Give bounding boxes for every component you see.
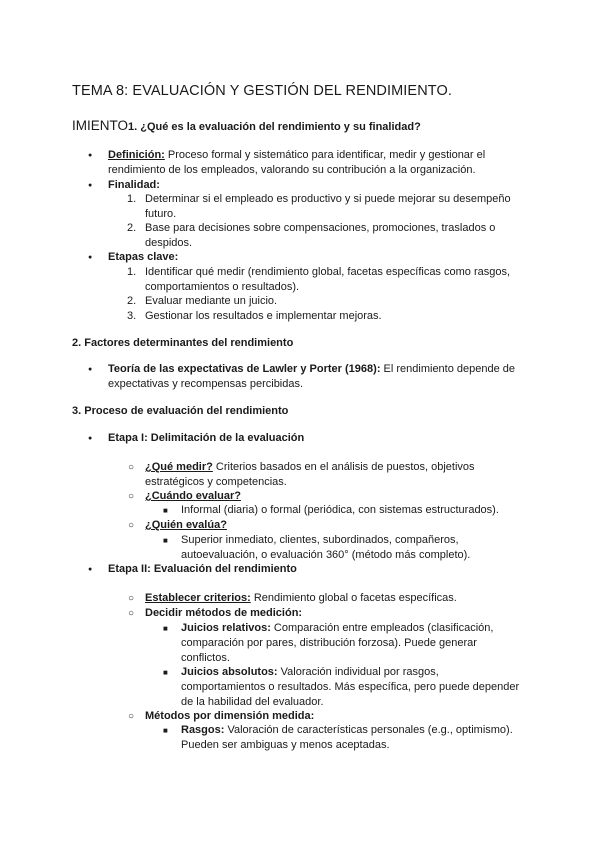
heading-fragment: IMIENTO <box>72 118 129 133</box>
finalidad-item-1 <box>127 192 545 222</box>
rasgos-text-1: Valoración de características personales (e.g., optimismo). <box>224 724 513 736</box>
list-number: 3. <box>127 310 137 322</box>
que-medir-item <box>145 460 545 490</box>
absolutos-item <box>181 665 541 710</box>
absolutos-label: Juicios absolutos: <box>181 666 278 678</box>
relativos-label: Juicios relativos: <box>181 622 271 634</box>
relativos-text-2: comparación por pares, distribución forzosa). Puede generar <box>181 637 477 649</box>
etapa-1-label: Etapa I: Delimitación de la evaluación <box>108 432 305 444</box>
expectativas-text-1: El rendimiento depende de <box>380 363 516 375</box>
document-title: TEMA 8: EVALUACIÓN Y GESTIÓN DEL RENDIMIENTO. <box>72 83 452 99</box>
quien-label: ¿Quién evalúa? <box>145 519 227 531</box>
relativos-text-3: conflictos. <box>181 652 230 664</box>
rasgos-text-2: Pueden ser ambiguas y menos aceptadas. <box>181 739 390 751</box>
absolutos-text-1: Valoración individual por rasgos, <box>277 666 439 678</box>
list-text: Determinar si el empleado es productivo y si puede mejorar su desempeño <box>145 193 511 205</box>
finalidad-item-2 <box>127 221 545 251</box>
etapas-item-3 <box>127 309 545 324</box>
list-number: 2. <box>127 295 137 307</box>
quien-sub-text-2: autoevaluación, o evaluación 360° (método más completo). <box>181 549 471 561</box>
criterios-text: Rendimiento global o facetas específicas. <box>250 592 457 604</box>
list-text: Identificar qué medir (rendimiento global, facetas específicas como rasgos, <box>145 266 511 278</box>
absolutos-text-2: comportamientos o resultados. Más específica, pero puede depender <box>181 681 520 693</box>
etapa-1-item <box>108 431 304 446</box>
definicion-text-1: Proceso formal y sistemático para identificar, medir y gestionar el <box>167 149 486 161</box>
quien-item <box>145 518 227 533</box>
section-1-title: 1. ¿Qué es la evaluación del rendimiento y su finalidad? <box>128 121 421 133</box>
quien-sub-text-1: Superior inmediato, clientes, subordinados, compañeros, <box>181 534 459 546</box>
definicion-label: Definición: <box>108 149 165 161</box>
cuando-sub-item <box>181 503 541 518</box>
que-medir-text-2: estratégicos y competencias. <box>145 476 287 488</box>
etapas-label: Etapas clave: <box>108 251 179 263</box>
cuando-label: ¿Cuándo evaluar? <box>145 490 241 502</box>
cuando-item <box>145 489 241 504</box>
list-number: 1. <box>127 266 137 278</box>
definicion-item <box>108 148 548 178</box>
etapa-2-item <box>108 562 297 577</box>
relativos-text-1: Comparación entre empleados (clasificación, <box>270 622 494 634</box>
list-text-cont: comportamientos o resultados). <box>145 281 300 293</box>
que-medir-label: ¿Qué medir? <box>145 461 213 473</box>
list-text-cont: despidos. <box>145 237 193 249</box>
list-text: Gestionar los resultados e implementar mejoras. <box>145 310 382 322</box>
list-number: 2. <box>127 222 137 234</box>
metodos-item <box>145 606 302 621</box>
definicion-text-2: rendimiento de los empleados, valorando su contribución a la organización. <box>108 164 476 176</box>
section-1-heading <box>72 118 421 135</box>
list-text: Evaluar mediante un juicio. <box>145 295 278 307</box>
section-2-heading: 2. Factores determinantes del rendimiento <box>72 337 294 349</box>
rasgos-label: Rasgos: <box>181 724 225 736</box>
dimension-label: Métodos por dimensión medida: <box>145 710 315 722</box>
cuando-sub-text: Informal (diaria) o formal (periódica, con sistemas estructurados). <box>181 504 499 516</box>
etapas-item-2 <box>127 294 545 309</box>
metodos-label: Decidir métodos de medición: <box>145 607 303 619</box>
etapas-item <box>108 250 178 265</box>
finalidad-label: Finalidad: <box>108 179 160 191</box>
criterios-item <box>145 591 545 606</box>
finalidad-item <box>108 178 160 193</box>
list-number: 1. <box>127 193 137 205</box>
section-3-heading: 3. Proceso de evaluación del rendimiento <box>72 405 289 417</box>
dimension-item <box>145 709 314 724</box>
absolutos-text-3: de la habilidad del evaluador. <box>181 696 324 708</box>
rasgos-item <box>181 723 541 753</box>
que-medir-text-1: Criterios basados en el análisis de puestos, objetivos <box>212 461 475 473</box>
etapa-2-label: Etapa II: Evaluación del rendimiento <box>108 563 297 575</box>
etapas-item-1 <box>127 265 545 295</box>
expectativas-text-2: expectativas y recompensas percibidas. <box>108 378 304 390</box>
quien-sub-item <box>181 533 541 563</box>
list-text-cont: futuro. <box>145 208 177 220</box>
relativos-item <box>181 621 541 666</box>
criterios-label: Establecer criterios: <box>145 592 251 604</box>
expectativas-item <box>108 362 548 392</box>
expectativas-label: Teoría de las expectativas de Lawler y Porter (1968): <box>108 363 381 375</box>
list-text: Base para decisiones sobre compensaciones, promociones, traslados o <box>145 222 496 234</box>
